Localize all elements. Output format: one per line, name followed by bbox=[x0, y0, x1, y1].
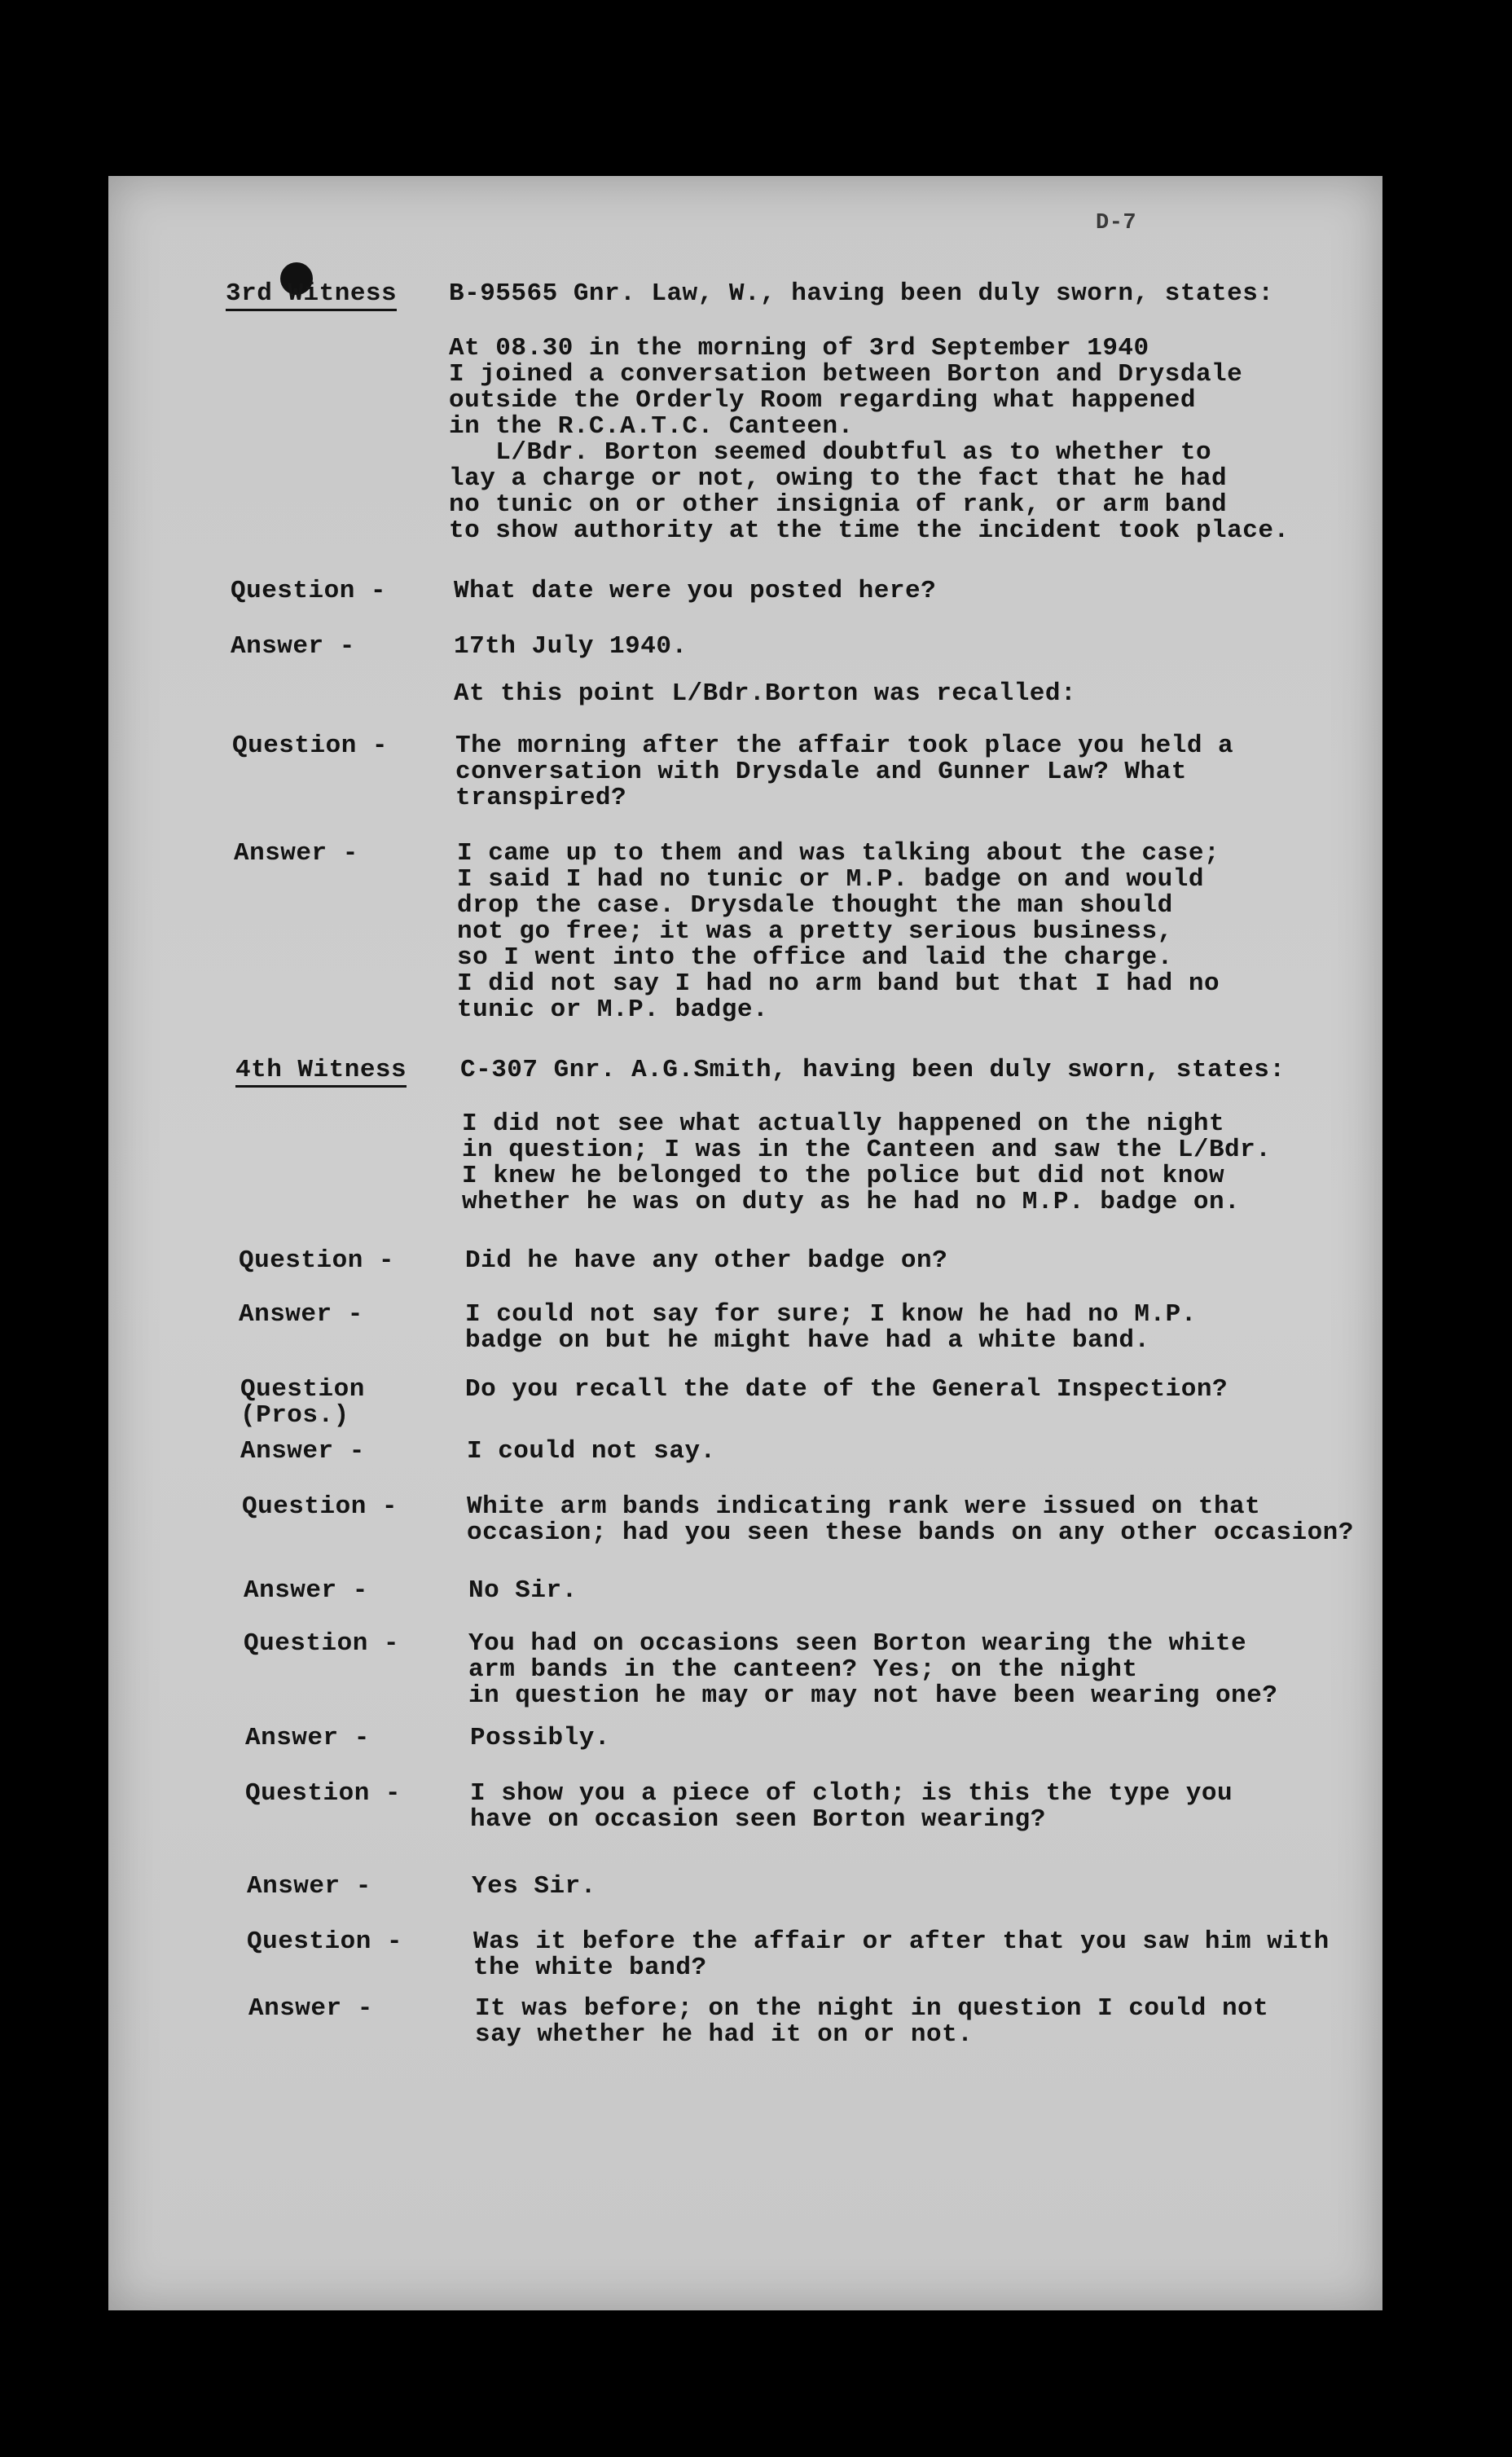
witness-heading: 3rd Witness bbox=[226, 281, 397, 311]
entry-text-line: No Sir. bbox=[468, 1576, 578, 1605]
entry-text-line: occasion; had you seen these bands on any other occasion? bbox=[467, 1519, 1354, 1547]
entry-text-line: I came up to them and was talking about the case; bbox=[457, 839, 1220, 868]
entry-label: Question - bbox=[231, 577, 387, 605]
witness-heading: 4th Witness bbox=[235, 1057, 407, 1088]
entry-text-line: lay a charge or not, owing to the fact that he had bbox=[449, 464, 1228, 493]
entry-text-line: C-307 Gnr. A.G.Smith, having been duly sworn, states: bbox=[460, 1056, 1286, 1084]
entry-text-line: Possibly. bbox=[470, 1724, 610, 1752]
entry-text-line: I joined a conversation between Borton and Drysdale bbox=[449, 360, 1243, 389]
entry-text-line: transpired? bbox=[455, 784, 627, 812]
entry-text-line: arm bands in the canteen? Yes; on the night bbox=[468, 1655, 1138, 1684]
entry-label: Answer - bbox=[244, 1576, 368, 1605]
entry-text-line: drop the case. Drysdale thought the man should bbox=[457, 891, 1173, 920]
entry-label: Answer - bbox=[245, 1724, 370, 1752]
entry-label: Question - bbox=[245, 1779, 402, 1808]
entry-text-line: What date were you posted here? bbox=[454, 577, 937, 605]
entry-label: Answer - bbox=[239, 1300, 363, 1329]
entry-text-line: I could not say for sure; I know he had no M.P. bbox=[465, 1300, 1197, 1329]
entry-text-line: Did he have any other badge on? bbox=[465, 1246, 948, 1275]
entry-text-line: outside the Orderly Room regarding what happened bbox=[449, 386, 1196, 415]
entry-text-line: so I went into the office and laid the charge. bbox=[457, 943, 1173, 972]
entry-text-line: the white band? bbox=[473, 1954, 707, 1982]
entry-text-line: You had on occasions seen Borton wearing the white bbox=[468, 1629, 1247, 1658]
entry-label: Answer - bbox=[240, 1437, 365, 1466]
entry-text-line: say whether he had it on or not. bbox=[475, 2020, 974, 2049]
entry-text-line: I said I had no tunic or M.P. badge on and would bbox=[457, 865, 1204, 894]
entry-text-line: Was it before the affair or after that you saw him with bbox=[473, 1927, 1330, 1956]
entry-label: Question - bbox=[239, 1246, 395, 1275]
entry-text-line: At this point L/Bdr.Borton was recalled: bbox=[454, 679, 1077, 708]
entry-text-line: Yes Sir. bbox=[472, 1872, 596, 1901]
entry-text-line: At 08.30 in the morning of 3rd September 1940 bbox=[449, 334, 1149, 363]
entry-text-line: conversation with Drysdale and Gunner Law? What bbox=[455, 758, 1187, 786]
entry-text-line: I could not say. bbox=[467, 1437, 716, 1466]
entry-text-line: I knew he belonged to the police but did not know bbox=[462, 1162, 1225, 1190]
entry-text-line: have on occasion seen Borton wearing? bbox=[470, 1805, 1046, 1834]
entry-label: Question - bbox=[244, 1629, 400, 1658]
entry-text-line: 17th July 1940. bbox=[454, 632, 688, 661]
entry-text-line: tunic or M.P. badge. bbox=[457, 996, 769, 1024]
entry-text-line: I did not say I had no arm band but that I had no bbox=[457, 969, 1220, 998]
entry-text-line: in question; I was in the Canteen and saw the L/Bdr. bbox=[462, 1136, 1272, 1164]
entry-label: Question - bbox=[242, 1492, 398, 1521]
entry-label: Answer - bbox=[247, 1872, 371, 1901]
entry-label: Answer - bbox=[231, 632, 355, 661]
entry-text-line: I show you a piece of cloth; is this the type you bbox=[470, 1779, 1233, 1808]
entry-text-line: not go free; it was a pretty serious business, bbox=[457, 917, 1173, 946]
entry-text-line: no tunic on or other insignia of rank, or arm band bbox=[449, 490, 1228, 519]
entry-label: Question - bbox=[247, 1927, 403, 1956]
entry-text-line: I did not see what actually happened on the night bbox=[462, 1110, 1225, 1138]
entry-text-line: White arm bands indicating rank were issued on that bbox=[467, 1492, 1261, 1521]
entry-text-line: B-95565 Gnr. Law, W., having been duly sworn, states: bbox=[449, 279, 1274, 308]
entry-text-line: in the R.C.A.T.C. Canteen. bbox=[449, 412, 854, 441]
entry-label: Answer - bbox=[234, 839, 358, 868]
entry-text-line: whether he was on duty as he had no M.P. badge on. bbox=[462, 1188, 1241, 1216]
entry-text-line: in question he may or may not have been wearing one? bbox=[468, 1681, 1278, 1710]
entry-text-line: The morning after the affair took place you held a bbox=[455, 732, 1234, 760]
page-number: D-7 bbox=[1096, 211, 1137, 235]
entry-label: Question (Pros.) bbox=[240, 1375, 365, 1430]
entry-label: Answer - bbox=[248, 1994, 373, 2023]
entry-text-line: It was before; on the night in question I could not bbox=[475, 1994, 1269, 2023]
entry-text-line: Do you recall the date of the General Inspection? bbox=[465, 1375, 1228, 1404]
entry-text-line: badge on but he might have had a white band. bbox=[465, 1326, 1150, 1355]
entry-text-line: to show authority at the time the incident took place. bbox=[449, 516, 1290, 545]
entry-text-line: L/Bdr. Borton seemed doubtful as to whether to bbox=[449, 438, 1212, 467]
entry-label: Question - bbox=[232, 732, 389, 760]
